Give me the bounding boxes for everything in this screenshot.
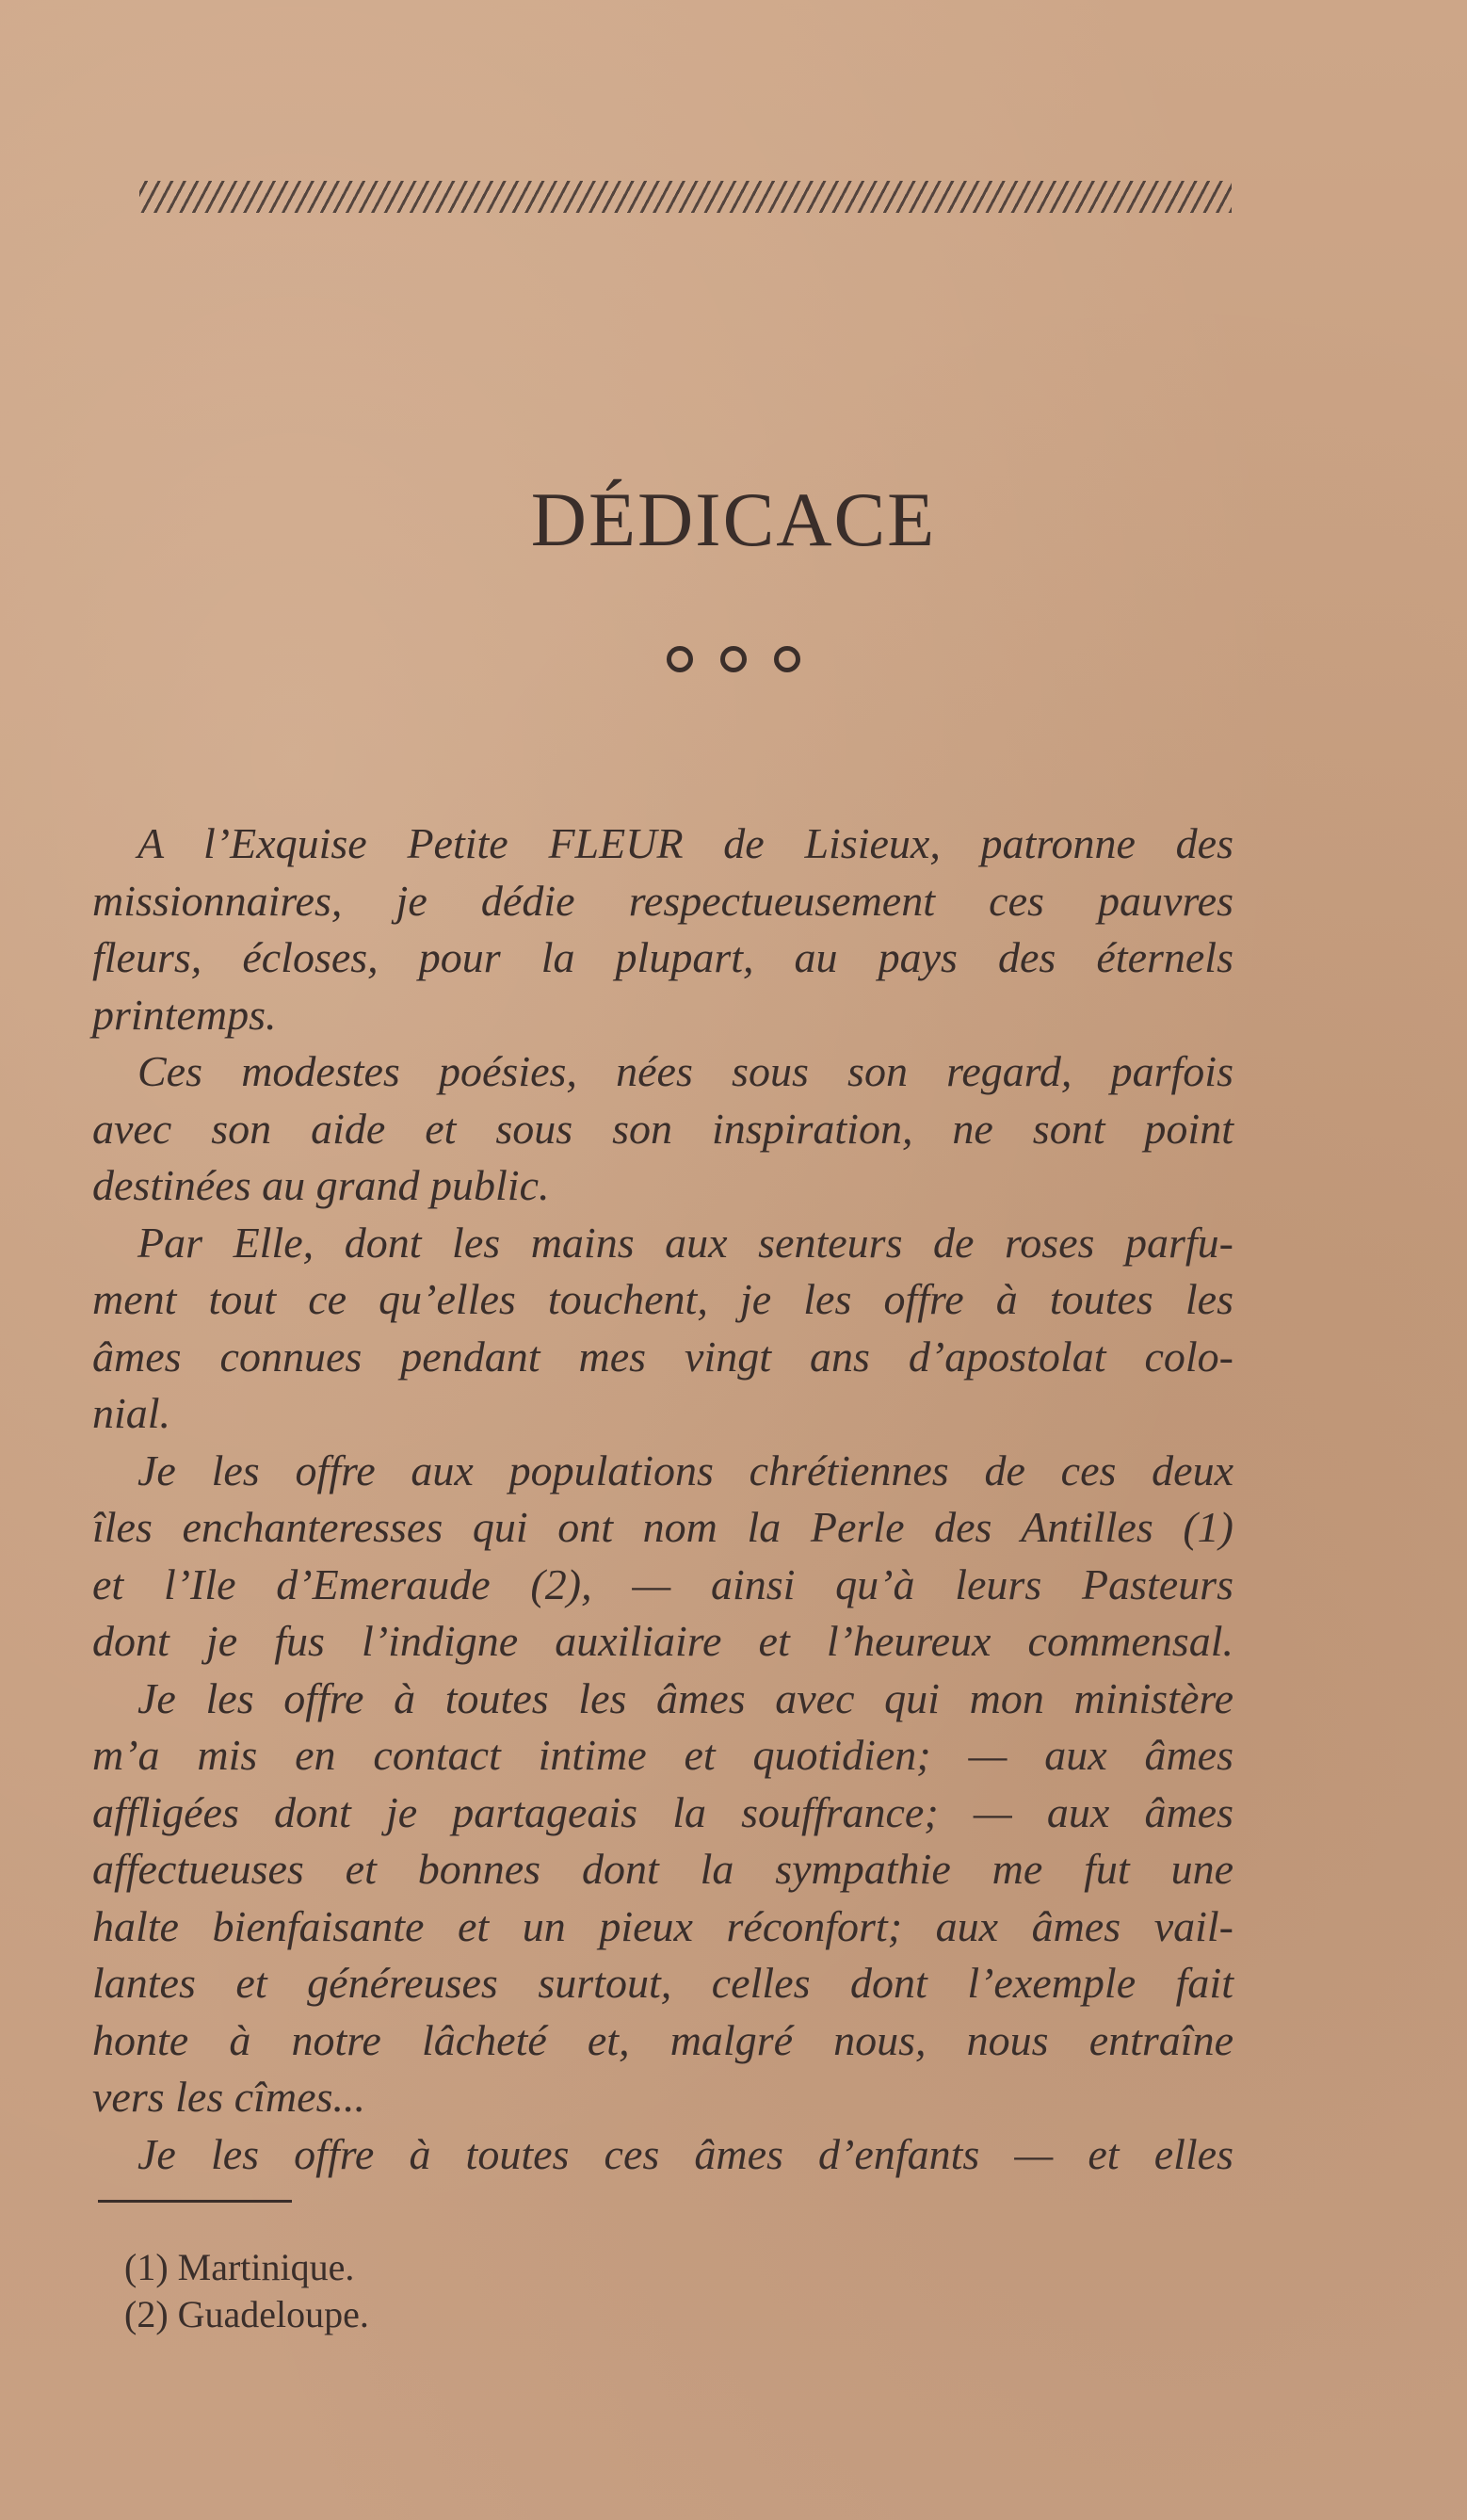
footnotes [124, 2244, 369, 2338]
footnote-separator [98, 2200, 292, 2203]
text-line: âmes connues pendant mes vingt ans d’apostolat colo- [92, 1332, 1233, 1381]
text-line: Je les offre à toutes les âmes avec qui mon ministère [137, 1673, 1233, 1722]
text-line: destinées au grand public. [92, 1161, 550, 1209]
decorative-hatched-border [139, 181, 1232, 213]
circle-ornament-icon [667, 646, 693, 672]
text-line: Je les offre aux populations chrétiennes de ces deux [137, 1446, 1233, 1494]
text-line: printemps. [92, 990, 277, 1039]
text-line: halte bienfaisante et un pieux réconfort; aux âmes vail- [92, 1901, 1233, 1950]
circle-ornament-icon [720, 646, 747, 672]
text-line: fleurs, écloses, pour la plupart, au pays des éternels [92, 933, 1233, 981]
text-line: nial. [92, 1389, 171, 1437]
text-line: m’a mis en contact intime et quotidien; — aux âmes [92, 1731, 1233, 1779]
text-line: affligées dont je partageais la souffrance; — aux âmes [92, 1787, 1233, 1836]
text-line: ment tout ce qu’elles touchent, je les offre à toutes les [92, 1275, 1233, 1323]
footnote-item: (1) Martinique. [124, 2246, 355, 2288]
text-line: A l’Exquise Petite FLEUR de Lisieux, patronne des [137, 819, 1233, 867]
text-line: affectueuses et bonnes dont la sympathie me fut une [92, 1845, 1233, 1893]
page-title: DÉDICACE [530, 477, 937, 562]
text-line: honte à notre lâcheté et, malgré nous, nous entraîne [92, 2015, 1233, 2064]
dedication-body [92, 816, 1233, 2183]
text-line: Ces modestes poésies, nées sous son regard, parfois [137, 1047, 1233, 1095]
text-line: Je les offre à toutes ces âmes d’enfants — et elles [137, 2129, 1233, 2178]
text-line: avec son aide et sous son inspiration, ne sont point [92, 1104, 1233, 1153]
text-line: et l’Ile d’Emeraude (2), — ainsi qu’à leurs Pasteurs [92, 1559, 1233, 1608]
text-line: Par Elle, dont les mains aux senteurs de roses parfu- [137, 1218, 1233, 1267]
ornament-dots [0, 646, 1467, 676]
text-line: vers les cîmes... [92, 2073, 365, 2121]
text-line: missionnaires, je dédie respectueusement ces pauvres [92, 876, 1233, 925]
text-line: îles enchanteresses qui ont nom la Perle des Antilles (1) [92, 1503, 1233, 1551]
footnote-item: (2) Guadeloupe. [124, 2293, 369, 2335]
text-line: lantes et généreuses surtout, celles dont l’exemple fait [92, 1959, 1233, 2007]
text-line: dont je fus l’indigne auxiliaire et l’heureux commensal. [92, 1617, 1233, 1665]
circle-ornament-icon [774, 646, 800, 672]
